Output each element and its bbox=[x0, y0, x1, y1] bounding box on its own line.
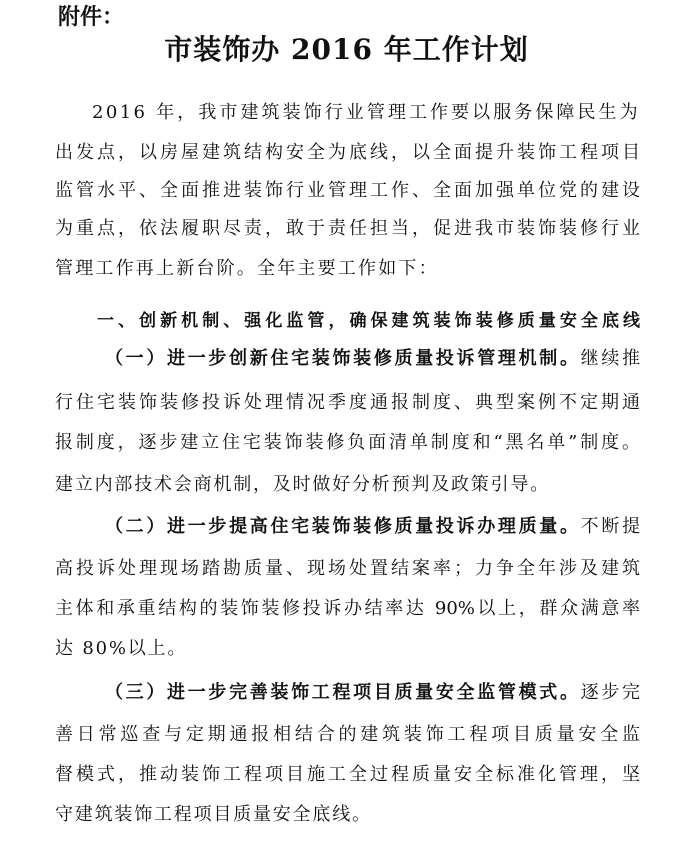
item-2-first-rest: 不断提 bbox=[580, 516, 640, 537]
item-3-lead: （三）进一步完善装饰工程项目质量安全监管模式。 bbox=[105, 682, 581, 703]
item-1-first-rest: 继续推 bbox=[580, 348, 640, 369]
item-1-first-line bbox=[55, 346, 640, 372]
document-title: 市装饰办 2016 年工作计划 bbox=[164, 33, 529, 66]
item-1-line-3: 报制度，逐步建立住宅装饰装修负面清单制度和“黑名单”制度。 bbox=[55, 432, 640, 453]
item-3-first-line bbox=[55, 680, 640, 706]
item-3-line-3: 督模式，推动装饰工程项目施工全过程质量安全标准化管理，坚 bbox=[55, 764, 640, 785]
item-3-first-rest: 逐步完 bbox=[580, 682, 640, 703]
intro-line-2: 出发点，以房屋建筑结构安全为底线，以全面提升装饰工程项目 bbox=[55, 142, 640, 163]
intro-line-3: 监管水平、全面推进装饰行业管理工作、全面加强单位党的建设 bbox=[55, 180, 640, 201]
item-2-line-4: 达 80%以上。 bbox=[55, 638, 188, 659]
item-2-line-2: 高投诉处理现场踏勘质量、现场处置结案率；力争全年涉及建筑 bbox=[55, 558, 640, 579]
item-3-line-2: 善日常巡查与定期通报相结合的建筑装饰工程项目质量安全监 bbox=[55, 724, 640, 745]
item-1-lead: （一）进一步创新住宅装饰装修质量投诉管理机制。 bbox=[105, 348, 581, 369]
section-heading: 一、创新机制、强化监管，确保建筑装饰装修质量安全底线 bbox=[97, 311, 640, 331]
item-2-line-3: 主体和承重结构的装饰装修投诉办结率达 90%以上，群众满意率 bbox=[55, 598, 640, 619]
item-2-first-line bbox=[55, 514, 640, 540]
item-2-lead: （二）进一步提高住宅装饰装修质量投诉办理质量。 bbox=[105, 516, 581, 537]
item-1-line-2: 行住宅装饰装修投诉处理情况季度通报制度、典型案例不定期通 bbox=[55, 392, 640, 413]
intro-line-1: 2016 年，我市建筑装饰行业管理工作要以服务保障民生为 bbox=[92, 102, 640, 123]
item-3-line-4: 守建筑装饰工程项目质量安全底线。 bbox=[55, 804, 372, 825]
attachment-label: 附件： bbox=[58, 5, 125, 30]
item-1-line-4: 建立内部技术会商机制，及时做好分析预判及政策引导。 bbox=[55, 474, 550, 495]
intro-line-5: 管理工作再上新台阶。全年主要工作如下： bbox=[55, 258, 439, 279]
intro-line-4: 为重点，依法履职尽责，敢于责任担当，促进我市装饰装修行业 bbox=[55, 218, 640, 239]
